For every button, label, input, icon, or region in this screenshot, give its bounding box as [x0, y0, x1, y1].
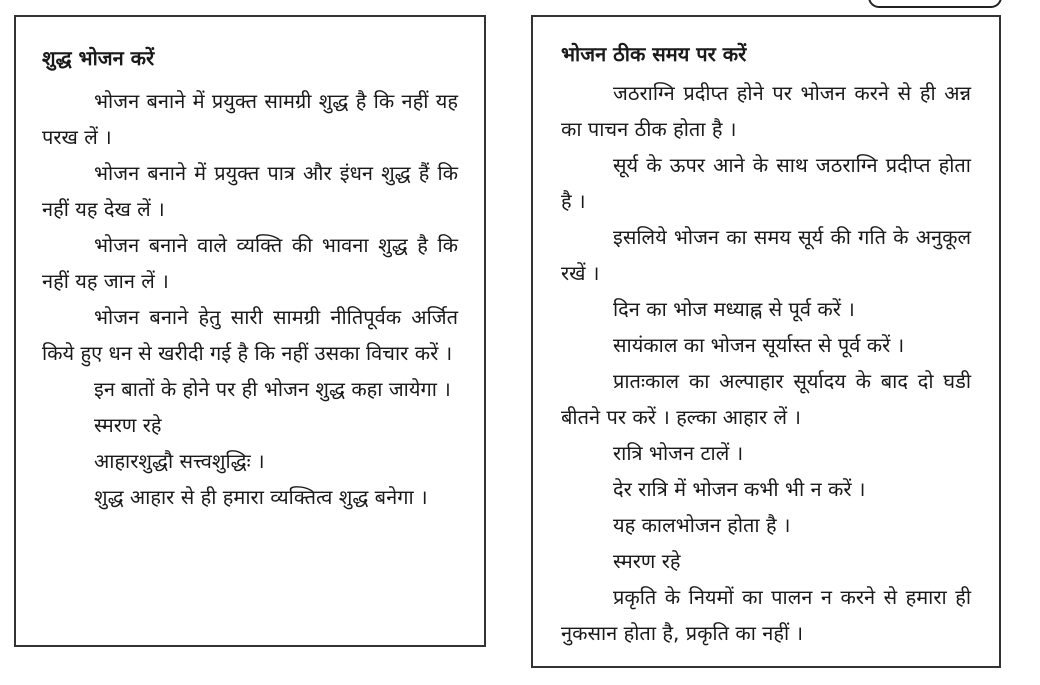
paragraph-late-night: देर रात्रि में भोजन कभी भी न करें । [613, 477, 866, 501]
timely-food-title: भोजन ठीक समय पर करें [561, 42, 747, 66]
paragraph-ingredients: भोजन बनाने में प्रयुक्त सामग्री शुद्ध है कि नहीं यह परख लें । [42, 89, 458, 149]
paragraph-nature-rules: प्रकृति के नियमों का पालन न करने से हमारा ही नुकसान होता है, प्रकृति का नहीं । [561, 585, 971, 645]
paragraph-kalabhojan: यह कालभोजन होता है । [613, 513, 791, 537]
paragraph-breakfast: प्रातःकाल का अल्पाहार सूर्यादय के बाद दो घडी बीतने पर करें । हल्का आहार लें । [561, 369, 971, 429]
paragraph-ethical-money: भोजन बनाने हेतु सारी सामग्री नीतिपूर्वक अर्जित किये हुए धन से खरीदी गई है कि नहीं उसका विचार करें । [42, 305, 458, 365]
paragraph-sanskrit-verse: आहारशुद्धौ सत्त्वशुद्धिः । [94, 449, 265, 473]
paragraph-midday-meal: दिन का भोज मध्याह्न से पूर्व करें । [613, 297, 855, 321]
paragraph-digestive-fire: जठराग्नि प्रदीप्त होने पर भोजन करने से ही अन्न का पाचन ठीक होता है । [561, 81, 971, 141]
paragraph-conclusion: इन बातों के होने पर ही भोजन शुद्ध कहा जायेगा । [94, 377, 451, 401]
paragraph-cook-intent: भोजन बनाने वाले व्यक्ति की भावना शुद्ध है कि नहीं यह जान लें । [42, 233, 458, 293]
paragraph-sun-rise: सूर्य के ऊपर आने के साथ जठराग्नि प्रदीप्त होता है । [561, 153, 971, 213]
paragraph-remember: स्मरण रहे [613, 549, 681, 573]
paragraph-evening-meal: सायंकाल का भोजन सूर्यास्त से पूर्व करें । [613, 333, 905, 357]
paragraph-sun-movement: इसलिये भोजन का समय सूर्य की गति के अनुकूल रखें । [561, 225, 971, 285]
pure-food-title: शुद्ध भोजन करें [42, 46, 155, 70]
paragraph-avoid-night: रात्रि भोजन टालें । [613, 441, 744, 465]
paragraph-vessels-fuel: भोजन बनाने में प्रयुक्त पात्र और इंधन शुद्ध हैं कि नहीं यह देख लें । [42, 161, 458, 221]
timely-food-box [531, 15, 1001, 668]
pure-food-box [14, 15, 486, 647]
paragraph-personality: शुद्ध आहार से ही हमारा व्यक्तित्व शुद्ध बनेगा । [94, 485, 428, 509]
page-corner-tab [868, 0, 1002, 8]
paragraph-remember: स्मरण रहे [94, 413, 162, 437]
